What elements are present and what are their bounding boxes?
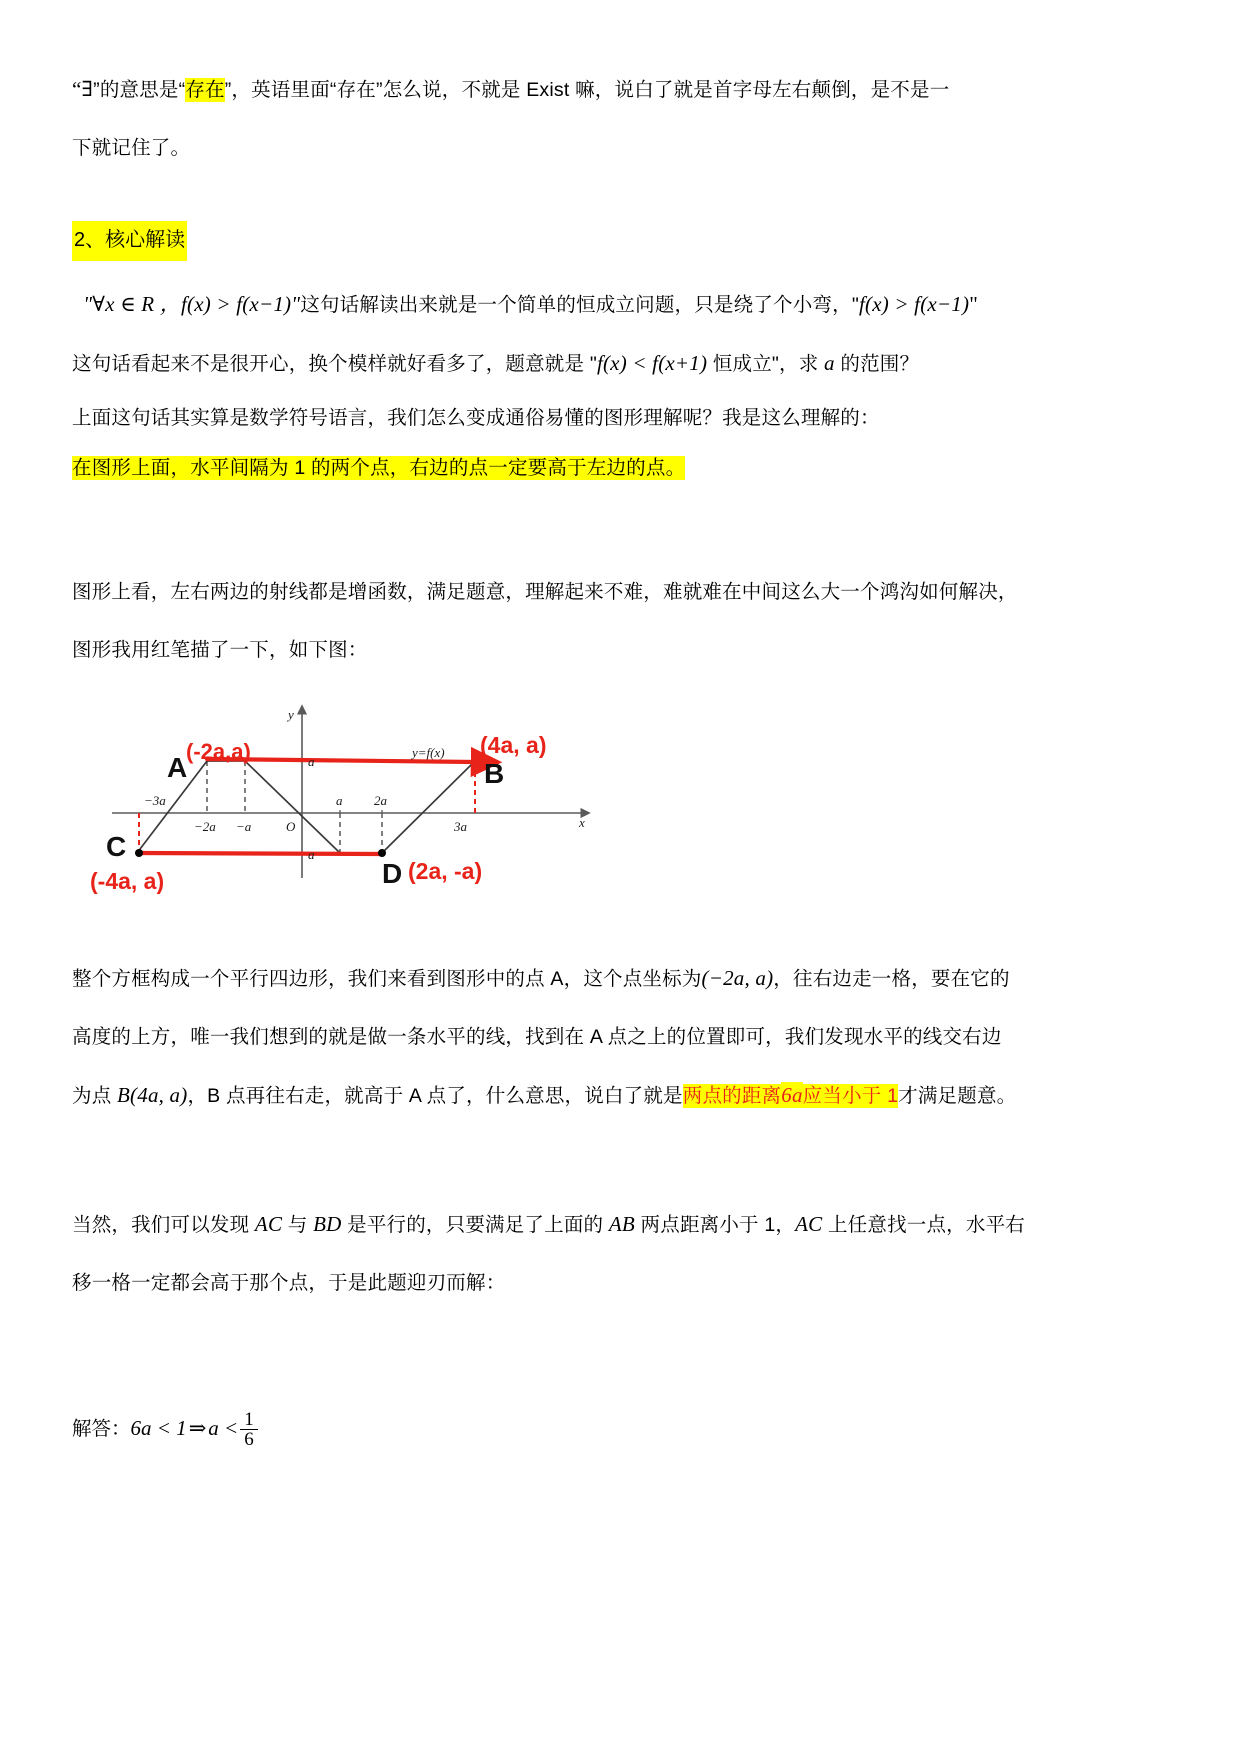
spacer (72, 1382, 1172, 1408)
highlight-distance-rule-pre: 两点的距离 (682, 1085, 782, 1107)
document-body (72, 60, 1172, 1450)
answer-label: 解答： (72, 1418, 131, 1440)
highlight-rule-wrap (72, 443, 1172, 493)
analysis-text-4: 为点 (72, 1085, 118, 1107)
intro-highlight-cunzai: 存在 (185, 79, 225, 101)
intro-text-1: ”的意思是“ (93, 79, 186, 101)
section-heading: 2、核心解读 (72, 221, 187, 261)
annotation-coord-a: (-2a,a) (186, 739, 251, 764)
analysis-text-3: 高度的上方，唯一我们想到的就是做一条水平的线，找到在 A 点之上的位置即可，我们发现水平的线交右边 (72, 1026, 1002, 1048)
highlight-distance-rule-post: 应当小于 1 (802, 1085, 899, 1107)
analysis-text-6: 才满足题意。 (898, 1085, 1017, 1107)
tick-label-nega: −a (236, 819, 252, 834)
answer-expr-right: a < (208, 1416, 239, 1440)
spacer (72, 1125, 1172, 1195)
segment-bd: BD (313, 1212, 342, 1236)
analysis-text-1: 整个方框构成一个平行四边形，我们来看到图形中的点 A，这个点坐标为 (72, 968, 702, 990)
axis-y-label: y (288, 707, 294, 722)
analysis-text-2: ，往右边走一格，要在它的 (773, 968, 1010, 990)
spacer (72, 493, 1172, 563)
y-value-a-positive: a (308, 754, 315, 769)
intro-text-2: ”，英语里面“存在”怎么说，不就是 Exist 嘛，说白了就是首字母左右颠倒，是不是一 (224, 79, 950, 101)
spacer (72, 261, 1172, 275)
tick-label-neg2a: −2a (194, 819, 216, 834)
answer-fraction (240, 1410, 258, 1451)
conclusion-text-4: 两点距离小于 1， (634, 1214, 796, 1236)
spacer (72, 923, 1172, 949)
conclusion-text-6: 移一格一定都会高于那个点，于是此题迎刃而解： (72, 1272, 506, 1294)
fraction-numerator: 1 (244, 1408, 254, 1430)
annotation-point-a: A (167, 752, 188, 783)
core-text-5: 的范围？ (834, 353, 920, 375)
intro-open-quote: “ (72, 77, 82, 101)
tick-label-3a: 3a (454, 819, 467, 834)
conclusion-paragraph-line2 (72, 1254, 1172, 1312)
conclusion-text-3: 是平行的，只要满足了上面的 (341, 1214, 609, 1236)
answer-expr-left: 6a < 1 (130, 1416, 187, 1440)
variable-a: a (824, 351, 835, 375)
conclusion-text-5: 上任意找一点，水平右 (822, 1214, 1025, 1236)
intro-paragraph-line2 (72, 119, 1172, 177)
explain-paragraph-line1 (72, 563, 1172, 621)
annotation-coord-b: (4a, a) (480, 732, 547, 758)
annotation-coord-c: (-4a, a) (90, 868, 165, 894)
function-curve (137, 761, 475, 853)
answer-block (72, 1408, 1172, 1450)
y-value-a-negative: a (308, 847, 315, 862)
segment-ac-2: AC (795, 1212, 823, 1236)
core-text-2: " (969, 292, 978, 316)
spacer (72, 679, 1172, 693)
annotation-point-c: C (106, 831, 127, 862)
segment-ab: AB (608, 1212, 635, 1236)
annotation-point-d: D (382, 858, 403, 889)
conclusion-paragraph-line1 (72, 1195, 1172, 1254)
function-label: y=f(x) (412, 745, 445, 760)
formula-fx-lt: f(x) < f(x+1) (596, 351, 708, 375)
intro-paragraph (72, 60, 1172, 119)
highlight-rule: 在图形上面，水平间隔为 1 的两个点，右边的点一定要高于左边的点。 (72, 457, 686, 479)
analysis-paragraph-line3 (72, 1066, 1172, 1125)
core-text-6: 上面这句话其实算是数学符号语言，我们怎么变成通俗易懂的图形理解呢？我是这么理解的： (72, 407, 880, 429)
analysis-paragraph-line1 (72, 949, 1172, 1008)
explain-text-1: 图形上看，左右两边的射线都是增函数，满足题意，理解起来不难，难就难在中间这么大一个鸿沟如何解决， (72, 581, 1018, 603)
explain-text-2: 图形我用红笔描了一下，如下图： (72, 639, 368, 661)
function-graph-figure (82, 693, 642, 923)
segment-ac: AC (254, 1212, 283, 1236)
red-dashed-verticals (139, 763, 475, 851)
origin-label: O (286, 819, 296, 834)
core-text-3: 这句话看起来不是很开心，换个模样就好看多了，题意就是 " (72, 353, 597, 375)
exists-symbol: ∃ (81, 77, 94, 101)
formula-fx-gt: f(x) > f(x−1) (858, 292, 970, 316)
intro-text-3: 下就记住了。 (72, 137, 191, 159)
tick-label-a: a (336, 793, 343, 808)
point-b-coord: B(4a, a) (117, 1083, 188, 1107)
core-text-4: 恒成立"，求 (707, 353, 825, 375)
annotation-point-b: B (484, 758, 505, 789)
core-text-1: 这句话解读出来就是一个简单的恒成立问题，只是绕了个小弯，" (300, 294, 859, 316)
core-paragraph-3 (72, 393, 1172, 443)
analysis-text-5: ，B 点再往右走，就高于 A 点了，什么意思，说白了就是 (187, 1085, 683, 1107)
dashed-helpers (207, 761, 382, 853)
formula-forall: "∀x ∈ R ，f(x) > f(x−1)" (83, 292, 301, 316)
fraction-denominator: 6 (240, 1429, 258, 1450)
section-heading-wrap (72, 221, 1172, 261)
spacer (72, 1312, 1172, 1382)
axis-x-label: x (579, 815, 585, 830)
tick-label-2a: 2a (374, 793, 387, 808)
conclusion-text-1: 当然，我们可以发现 (72, 1214, 255, 1236)
annotation-coord-d: (2a, -a) (408, 858, 483, 884)
tick-label-neg3a: −3a (144, 793, 166, 808)
analysis-paragraph-line2 (72, 1008, 1172, 1066)
explain-paragraph-line2 (72, 621, 1172, 679)
core-paragraph-1 (72, 275, 1172, 334)
conclusion-text-2: 与 (282, 1214, 314, 1236)
implies-symbol: ⇒ (188, 1416, 207, 1440)
red-segment-cd (139, 853, 382, 854)
spacer (72, 177, 1172, 221)
highlight-distance-6a: 6a (781, 1083, 803, 1107)
coord-neg2a-a: (−2a, a) (701, 966, 774, 990)
core-paragraph-2 (72, 334, 1172, 393)
